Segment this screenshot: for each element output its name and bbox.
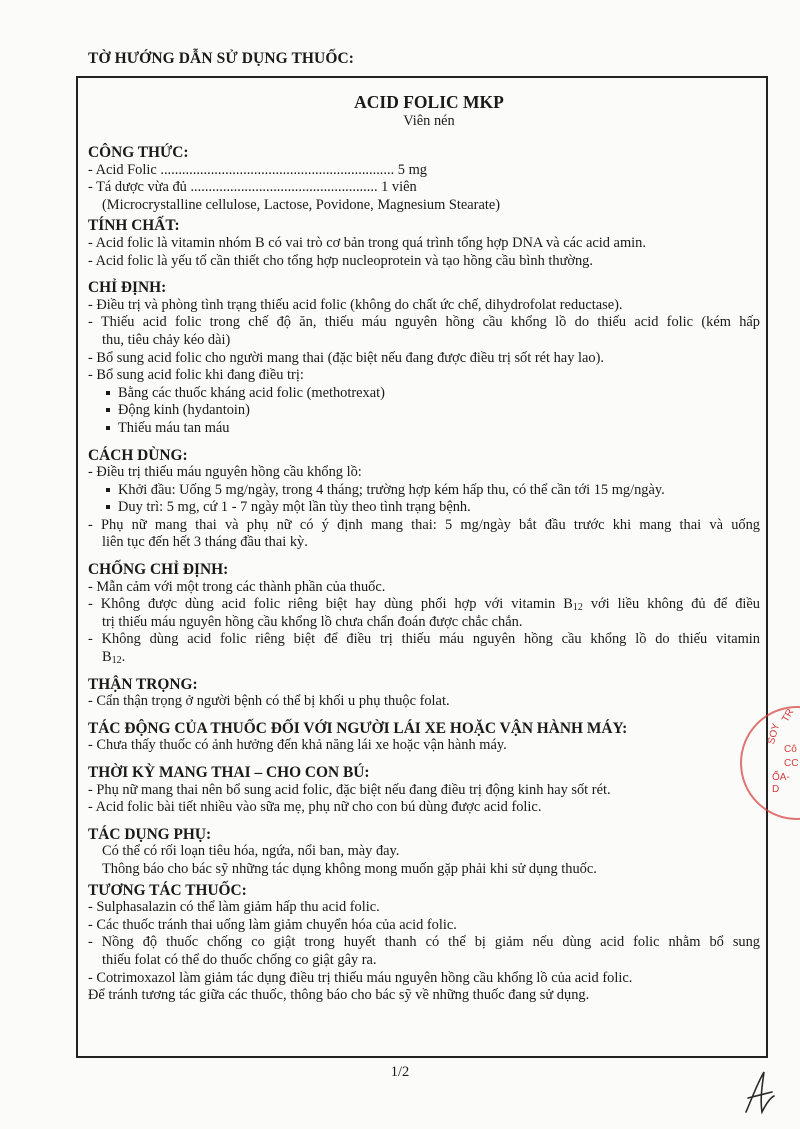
stamp-fragment: SOY	[766, 722, 783, 746]
section-tac-dung-phu	[88, 826, 760, 879]
section-lai-xe	[88, 720, 760, 755]
text-line: Thông báo cho bác sỹ những tác dụng không mong muốn gặp phải khi sử dụng thuốc.	[102, 860, 597, 877]
text-line: - Phụ nữ mang thai nên bổ sung acid folic, đặc biệt nếu đang điều trị động kinh hay sốt rét.	[88, 781, 611, 798]
text-line: - Thiếu acid folic trong chế độ ăn, thiếu máu nguyên hồng cầu khổng lồ do thiếu acid folic (kém hấp	[88, 314, 760, 331]
text-line	[88, 596, 760, 614]
section-heading: THẬN TRỌNG:	[88, 675, 198, 693]
text-line: - Nồng độ thuốc chống co giật trong huyết thanh có thể bị giảm nếu dùng acid folic nhằm bổ sung	[88, 934, 760, 951]
text-line: - Bổ sung acid folic cho người mang thai (đặc biệt nếu đang được điều trị sốt rét hay lao).	[88, 349, 604, 366]
section-cach-dung	[88, 447, 760, 553]
text-line: - Tá dược vừa đủ .................................................... 1 viên	[88, 179, 417, 196]
section-heading: TÁC ĐỘNG CỦA THUỐC ĐỐI VỚI NGƯỜI LÁI XE HOẶC VẬN HÀNH MÁY:	[88, 719, 628, 737]
text-line: Để tránh tương tác giữa các thuốc, thông báo cho bác sỹ về những thuốc đang sử dụng.	[88, 987, 590, 1004]
text-line: thiếu folat có thể do thuốc chống co giật gây ra.	[102, 951, 377, 968]
bullet-item	[88, 402, 760, 420]
square-bullet-icon	[106, 391, 110, 395]
document-body	[88, 92, 760, 1005]
document-subtitle: Viên nén	[403, 113, 455, 129]
section-heading: CÔNG THỨC:	[88, 144, 189, 161]
section-chong-chi-dinh	[88, 561, 760, 667]
section-tuong-tac	[88, 882, 760, 1005]
text-line: - Phụ nữ mang thai và phụ nữ có ý định mang thai: 5 mg/ngày bắt đầu trước khi mang thai và uống	[88, 516, 760, 533]
section-heading: TƯƠNG TÁC THUỐC:	[88, 881, 247, 899]
text-line: thu, tiêu chảy kéo dài)	[102, 331, 231, 348]
bullet-text: Động kinh (hydantoin)	[118, 402, 250, 419]
text-line: - Acid folic là vitamin nhóm B có vai trò cơ bản trong quá trình tổng hợp DNA và các acid amin.	[88, 234, 646, 251]
section-heading: TÁC DỤNG PHỤ:	[88, 825, 212, 843]
text-line: - Các thuốc tránh thai uống làm giảm chuyển hóa của acid folic.	[88, 916, 457, 933]
text-line: - Acid folic là yếu tố cần thiết cho tổng hợp nucleoprotein và tạo hồng cầu bình thường.	[88, 252, 593, 269]
text-line: - Chưa thấy thuốc có ảnh hưởng đến khả năng lái xe hoặc vận hành máy.	[88, 737, 507, 754]
bullet-item	[88, 420, 760, 438]
text-fragment: .	[121, 649, 126, 666]
text-line: - Mẫn cảm với một trong các thành phần của thuốc.	[88, 578, 386, 595]
bullet-text: Bằng các thuốc kháng acid folic (methotrexat)	[118, 384, 385, 401]
text-line: (Microcrystalline cellulose, Lactose, Povidone, Magnesium Stearate)	[102, 196, 501, 213]
section-heading: CHỐNG CHỈ ĐỊNH:	[88, 561, 229, 579]
bullet-item	[88, 385, 760, 403]
page-header: TỜ HƯỚNG DẪN SỬ DỤNG THUỐC:	[88, 50, 355, 67]
bullet-text: Khởi đầu: Uống 5 mg/ngày, trong 4 tháng; trường hợp kém hấp thu, có thể cần tới 15 mg/ngày.	[118, 481, 665, 498]
section-heading: THỜI KỲ MANG THAI – CHO CON BÚ:	[88, 764, 370, 781]
section-heading: TÍNH CHẤT:	[88, 217, 180, 235]
section-cong-thuc	[88, 144, 760, 214]
text-line: - Cotrimoxazol làm giảm tác dụng điều trị thiếu máu nguyên hồng cầu khổng lồ của acid folic.	[88, 969, 633, 986]
stamp-fragment: CC	[784, 758, 799, 769]
text-line	[88, 649, 760, 667]
text-line: - Bổ sung acid folic khi đang điều trị:	[88, 367, 304, 384]
square-bullet-icon	[106, 426, 110, 430]
text-line: - Acid folic bài tiết nhiều vào sữa mẹ, phụ nữ cho con bú dùng được acid folic.	[88, 799, 542, 816]
text-line: trị thiếu máu nguyên hồng cầu khổng lồ chưa chẩn đoán được chắc chắn.	[102, 613, 523, 630]
bullet-item	[88, 482, 760, 500]
stamp-fragment: Cô	[784, 744, 797, 755]
section-heading: CÁCH DÙNG:	[88, 446, 188, 464]
stamp-fragment: TR	[780, 707, 797, 725]
bullet-text: Thiếu máu tan máu	[118, 419, 230, 436]
page-number: 1/2	[390, 1064, 410, 1080]
subscript: 12	[111, 655, 122, 667]
square-bullet-icon	[106, 408, 110, 412]
text-line: liên tục đến hết 3 tháng đầu thai kỳ.	[102, 534, 308, 551]
text-line: - Không dùng acid folic riêng biệt để điều trị thiếu máu nguyên hồng cầu khổng lồ do thiếu vitamin	[88, 631, 760, 648]
square-bullet-icon	[106, 488, 110, 492]
text-fragment: - Không được dùng acid folic riêng biệt hay dùng phối hợp với vitamin B	[88, 596, 573, 613]
bullet-text: Duy trì: 5 mg, cứ 1 - 7 ngày một lần tùy theo tình trạng bệnh.	[118, 499, 471, 516]
text-line: - Điều trị và phòng tình trạng thiếu acid folic (không do chất ức chế, dihydrofolat reductase).	[88, 296, 623, 313]
square-bullet-icon	[106, 505, 110, 509]
subscript: 12	[572, 602, 583, 614]
signature-icon	[740, 1068, 780, 1118]
bullet-item	[88, 499, 760, 517]
text-line: - Acid Folic ................................................................. 5 mg	[88, 161, 427, 178]
text-line: - Cẩn thận trọng ở người bệnh có thể bị khối u phụ thuộc folat.	[88, 693, 450, 710]
document-title: ACID FOLIC MKP	[354, 92, 504, 112]
section-than-trong	[88, 676, 760, 711]
stamp-fragment: ỔA-D	[772, 772, 790, 795]
section-chi-dinh	[88, 279, 760, 437]
section-heading: CHỈ ĐỊNH:	[88, 279, 167, 297]
text-line: - Điều trị thiếu máu nguyên hồng cầu khổng lồ:	[88, 464, 362, 481]
text-line: - Sulphasalazin có thể làm giảm hấp thu acid folic.	[88, 899, 380, 916]
section-mang-thai	[88, 764, 760, 817]
text-fragment: với liều không đủ để điều	[582, 596, 760, 613]
text-line: Có thể có rối loạn tiêu hóa, ngứa, nổi ban, mày đay.	[102, 843, 400, 860]
section-tinh-chat	[88, 217, 760, 270]
text-fragment: B	[102, 649, 112, 666]
